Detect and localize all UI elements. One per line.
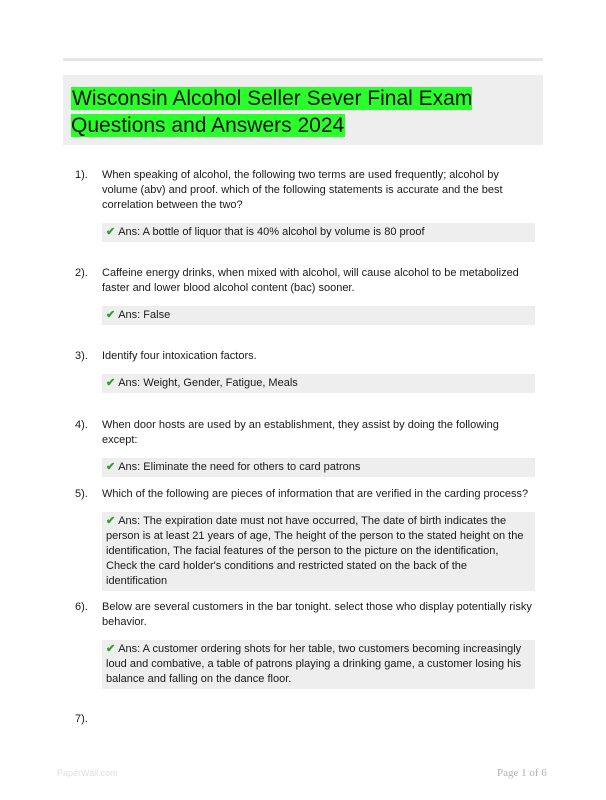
answer-box (102, 306, 535, 325)
answer-box (102, 458, 535, 477)
check-icon: ✔ (106, 226, 116, 238)
question-item (75, 600, 535, 689)
check-icon: ✔ (106, 309, 116, 321)
question-number: 2). (75, 267, 88, 279)
question-number: 6). (75, 601, 88, 613)
check-icon: ✔ (106, 643, 116, 655)
answer-text: Ans: Weight, Gender, Fatigue, Meals (118, 377, 298, 389)
question-number: 1). (75, 169, 88, 181)
answer-text: Ans: The expiration date must not have occurred, The date of birth indicates the person is at least 21 years of age, The height of the person to the stated height on the identification, The facial features of the person to the picture on the identification, Check the card holder's conditions and restricted stated on the back of the identification (106, 515, 524, 587)
check-icon: ✔ (106, 461, 116, 473)
answer-box (102, 512, 535, 591)
answer-box (102, 223, 535, 242)
page-title: Wisconsin Alcohol Seller Sever Final Exam Questions and Answers 2024 (71, 87, 473, 137)
answer-text: Ans: A bottle of liquor that is 40% alcohol by volume is 80 proof (118, 226, 425, 238)
page-indicator: Page 1 of 6 (497, 767, 547, 779)
question-text: Identify four intoxication factors. (102, 350, 257, 362)
check-icon: ✔ (106, 377, 116, 389)
footer-watermark: PaperWall.com (57, 768, 118, 778)
question-number: 3). (75, 350, 88, 362)
title-banner (63, 75, 543, 145)
answer-box (102, 640, 535, 689)
answer-text: Ans: False (118, 309, 171, 321)
question-text: Below are several customers in the bar tonight. select those who display potentially risky behavior. (102, 601, 532, 628)
question-text: Which of the following are pieces of information that are verified in the carding process? (102, 488, 529, 500)
question-item (75, 487, 535, 591)
top-divider (63, 58, 543, 61)
question-item (75, 266, 535, 325)
question-text: When speaking of alcohol, the following two terms are used frequently; alcohol by volume (abv) and proof. which of the following statements is accurate and the best correlation between the two? (102, 169, 503, 211)
question-text: When door hosts are used by an establishment, they assist by doing the following except: (102, 419, 499, 446)
answer-text: Ans: Eliminate the need for others to card patrons (118, 461, 361, 473)
check-icon: ✔ (106, 515, 116, 527)
answer-box (102, 374, 535, 393)
question-number: 4). (75, 419, 88, 431)
answer-text: Ans: A customer ordering shots for her table, two customers becoming increasingly loud and combative, a table of patrons playing a drinking game, a customer losing his balance and falling on the dance floor. (106, 643, 522, 685)
question-item (75, 418, 535, 477)
question-item (75, 168, 535, 242)
question-number: 5). (75, 488, 88, 500)
question-number: 7). (75, 713, 88, 725)
question-text: Caffeine energy drinks, when mixed with alcohol, will cause alcohol to be metabolized faster and lower blood alcohol content (bac) sooner. (102, 267, 519, 294)
question-item (75, 349, 535, 393)
